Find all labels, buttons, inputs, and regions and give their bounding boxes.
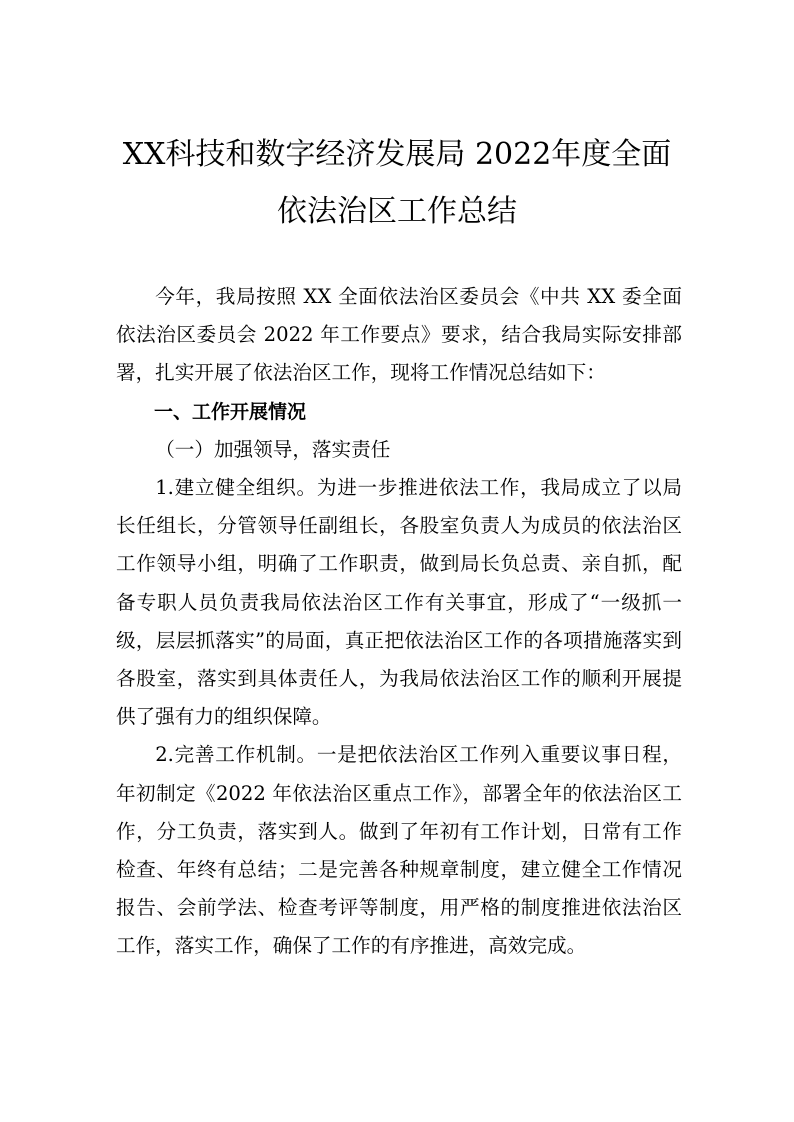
document-title-line-1: XX科技和数字经济发展局 2022年度全面 (122, 137, 672, 172)
subsection-heading: （一）加强领导，落实责任 (155, 437, 391, 461)
document-body (116, 278, 682, 966)
section-heading: 一、工作开展情况 (154, 400, 307, 423)
item-paragraph-1: 1.建立健全组织。为进一步推进依法工作，我局成立了以局长任组长，分管领导任副组长，各股室负责人为成员的依法治区工作领导小组，明确了工作职责，做到局长负总责、亲自抓，配备专职人员负责我局依法治区工作有关事宜，形成了“一级抓一级，层层抓落实”的局面，真正把依法治区工作的各项措施落实到各股室，落实到具体责任人，为我局依法治区工作的顺利开展提供了强有力的组织保障。 (116, 476, 682, 729)
document-title-line-2: 依法治区工作总结 (277, 194, 517, 229)
intro-paragraph: 今年，我局按照 XX 全面依法治区委员会《中共 XX 委全面依法治区委员会 2022 年工作要点》要求，结合我局实际安排部署，扎实开展了依法治区工作，现将工作情况总结如下： (116, 285, 682, 385)
item-paragraph-2: 2.完善工作机制。一是把依法治区工作列入重要议事日程，年初制定《2022 年依法治区重点工作》，部署全年的依法治区工作，分工负责，落实到人。做到了年初有工作计划，日常有工作检查、年终有总结；二是完善各种规章制度，建立健全工作情况报告、会前学法、检查考评等制度，用严格的制度推进依法治区工作，落实工作，确保了工作的有序推进，高效完成。 (116, 743, 682, 958)
